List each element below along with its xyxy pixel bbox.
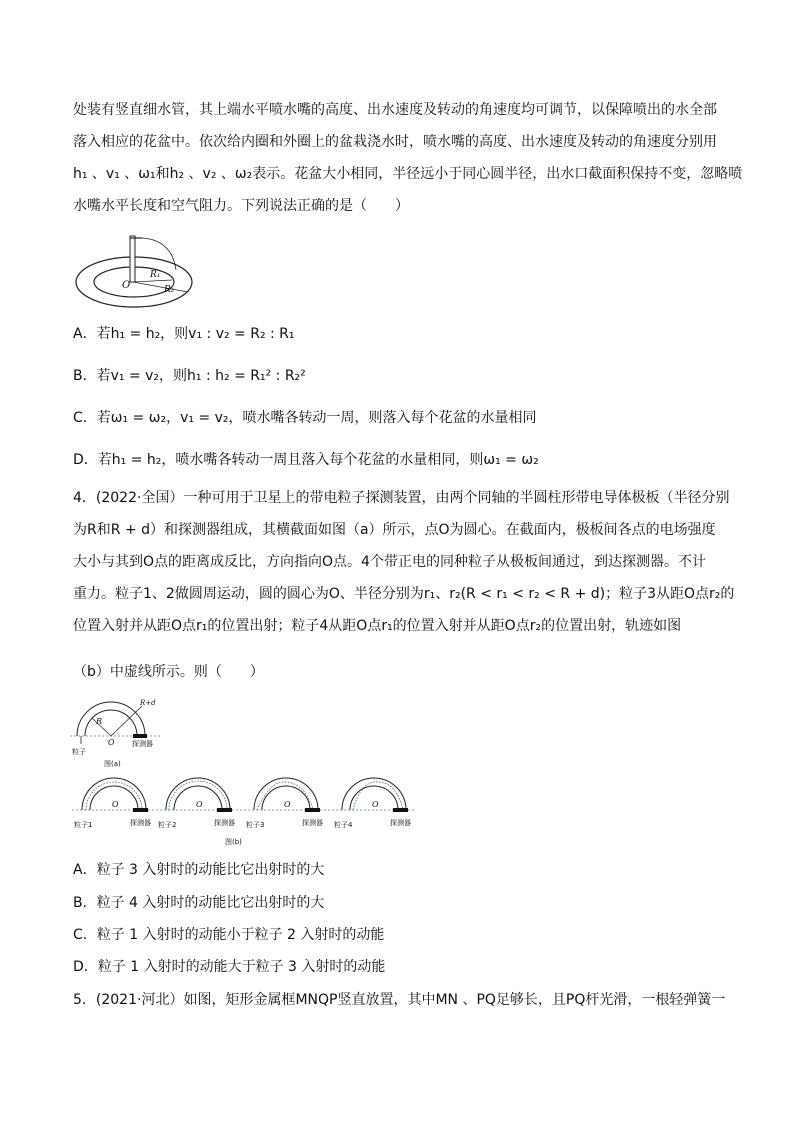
q4-figb-panel-2 [158, 778, 235, 829]
q4-figa-caption: 图(a) [104, 760, 121, 768]
q4-option-b: B．粒子 4 入射时的动能比它出射时的大 [73, 895, 325, 911]
q4-text-line-4: 重力。粒子1、2做圆周运动，圆的圆心为O、半径分别为r₁、r₂(R < r₁ < r₂ < R + d)；粒子3从距O点r₂的 [73, 586, 735, 602]
q3-text-line-4: 水嘴水平长度和空气阻力。下列说法正确的是（ ） [73, 198, 409, 214]
q3-option-a: A．若h₁ = h₂，则v₁ : v₂ = R₂ : R₁ [73, 326, 295, 342]
q4-figure-a [70, 696, 180, 768]
q4-figb-o-1: O [112, 800, 119, 809]
q4-text-line-5: 位置入射并从距O点r₁的位置出射；粒子4从距O点r₁的位置入射并从距O点r₂的位置出射，轨迹如图 [73, 618, 682, 634]
q4-figa-o-label: O [108, 738, 115, 747]
q4-option-d: D．粒子 1 入射时的动能大于粒子 3 入射时的动能 [73, 959, 386, 975]
q4-figb-caption: 图(b) [225, 838, 242, 846]
q3-option-b: B．若v₁ = v₂，则h₁ : h₂ = R₁² : R₂² [73, 368, 306, 384]
q3-text-line-3: h₁ 、v₁ 、ω₁和h₂ 、v₂ 、ω₂表示。花盆大小相同，半径远小于同心圆半径，出水口截面积保持不变，忽略喷 [73, 166, 743, 182]
q4-figb-detector-3: 探测器 [302, 819, 323, 827]
q4-figb-panel-4 [334, 778, 411, 829]
q4-figa-detector-label: 探测器 [132, 740, 153, 748]
q4-text-line-2: 为R和R + d）和探测器组成，其横截面如图（a）所示，点O为圆心。在截面内，极板间各点的电场强度 [73, 522, 716, 538]
q3-option-c: C．若ω₁ = ω₂，v₁ = v₂，喷水嘴各转动一周，则落入每个花盆的水量相同 [73, 410, 537, 426]
q4-figb-particle-2: 粒子2 [158, 821, 177, 829]
q3-fig-o-label: O [122, 280, 131, 291]
q4-figb-particle-1: 粒子1 [74, 821, 93, 829]
q4-figb-panel-3 [246, 778, 323, 829]
q4-figb-detector-2: 探测器 [214, 819, 235, 827]
q5-text-line-1: 5．(2021·河北）如图，矩形金属框MNQP竖直放置，其中MN 、PQ足够长，且PQ杆光滑，一根轻弹簧一 [73, 992, 726, 1008]
q4-figure-b [70, 768, 420, 850]
q4-option-a: A．粒子 3 入射时的动能比它出射时的大 [73, 862, 325, 878]
q4-figa-rd-label: R+d [140, 699, 156, 707]
q4-figb-o-2: O [196, 800, 203, 809]
q4-text-line-1: 4．(2022·全国）一种可用于卫星上的带电粒子探测装置，由两个同轴的半圆柱形带电导体极板（半径分别 [73, 490, 730, 506]
q4-figa-r-label: R [96, 717, 103, 726]
q4-figb-panel-1 [74, 778, 151, 829]
q4-figb-particle-3: 粒子3 [246, 821, 265, 829]
q4-figb-o-4: O [372, 800, 379, 809]
q3-text-line-2: 落入相应的花盆中。依次给内圈和外圈上的盆栽浇水时，喷水嘴的高度、出水速度及转动的角速度分别用 [73, 134, 717, 150]
q4-figb-o-3: O [284, 800, 291, 809]
q3-fig-r1-label: R₁ [150, 270, 161, 280]
q3-fig-r2-label: R₂ [164, 285, 175, 295]
q4-figb-detector-1: 探测器 [130, 819, 151, 827]
q4-text-line-3: 大小与其到O点的距离成反比，方向指向O点。4个带正电的同种粒子从极板间通过，到达探测器。不计 [73, 554, 706, 570]
q4-text-line-6: （b）中虚线所示。则（ ） [73, 664, 264, 680]
q3-sprinkler-figure [72, 232, 202, 312]
q3-option-d: D．若h₁ = h₂，喷水嘴各转动一周且落入每个花盆的水量相同，则ω₁ = ω₂ [73, 452, 539, 468]
q3-text-line-1: 处装有竖直细水管，其上端水平喷水嘴的高度、出水速度及转动的角速度均可调节，以保障喷出的水全部 [73, 102, 717, 118]
q4-option-c: C．粒子 1 入射时的动能小于粒子 2 入射时的动能 [73, 927, 385, 943]
q4-figb-detector-4: 探测器 [390, 819, 411, 827]
q4-figa-particle-label: 粒子 [72, 748, 86, 756]
q4-figb-particle-4: 粒子4 [334, 821, 353, 829]
